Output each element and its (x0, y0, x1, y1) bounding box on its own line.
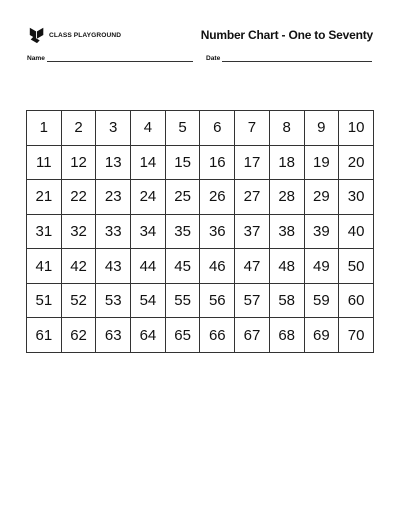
number-cell: 6 (200, 111, 235, 146)
number-cell: 49 (304, 249, 339, 284)
number-cell: 12 (61, 145, 96, 180)
chart-row (27, 249, 374, 284)
number-cell: 60 (339, 283, 374, 318)
number-cell: 41 (27, 249, 62, 284)
chart-row (27, 145, 374, 180)
number-cell: 69 (304, 318, 339, 353)
number-cell: 18 (269, 145, 304, 180)
brand-logo (28, 26, 121, 44)
number-cell: 21 (27, 180, 62, 215)
number-cell: 19 (304, 145, 339, 180)
number-cell: 9 (304, 111, 339, 146)
number-cell: 55 (165, 283, 200, 318)
number-cell: 11 (27, 145, 62, 180)
number-cell: 13 (96, 145, 131, 180)
number-cell: 1 (27, 111, 62, 146)
chart-row (27, 283, 374, 318)
number-cell: 53 (96, 283, 131, 318)
class-playground-logo-icon (28, 26, 46, 44)
number-cell: 27 (235, 180, 270, 215)
name-field (27, 53, 193, 62)
number-cell: 35 (165, 214, 200, 249)
number-cell: 32 (61, 214, 96, 249)
number-cell: 68 (269, 318, 304, 353)
number-cell: 23 (96, 180, 131, 215)
number-cell: 7 (235, 111, 270, 146)
number-cell: 63 (96, 318, 131, 353)
number-cell: 26 (200, 180, 235, 215)
number-cell: 30 (339, 180, 374, 215)
number-cell: 38 (269, 214, 304, 249)
number-cell: 24 (131, 180, 166, 215)
chart-row (27, 214, 374, 249)
number-cell: 36 (200, 214, 235, 249)
number-cell: 3 (96, 111, 131, 146)
name-line[interactable] (47, 53, 193, 62)
number-cell: 42 (61, 249, 96, 284)
number-cell: 44 (131, 249, 166, 284)
number-cell: 37 (235, 214, 270, 249)
number-cell: 28 (269, 180, 304, 215)
number-cell: 4 (131, 111, 166, 146)
worksheet-header (0, 0, 400, 80)
number-cell: 66 (200, 318, 235, 353)
number-cell: 58 (269, 283, 304, 318)
number-cell: 45 (165, 249, 200, 284)
number-cell: 25 (165, 180, 200, 215)
number-cell: 14 (131, 145, 166, 180)
number-cell: 29 (304, 180, 339, 215)
number-cell: 70 (339, 318, 374, 353)
number-cell: 8 (269, 111, 304, 146)
number-cell: 43 (96, 249, 131, 284)
chart-row (27, 111, 374, 146)
number-cell: 52 (61, 283, 96, 318)
chart-row (27, 318, 374, 353)
brand-name: CLASS PLAYGROUND (49, 31, 122, 39)
number-cell: 47 (235, 249, 270, 284)
number-cell: 59 (304, 283, 339, 318)
number-cell: 39 (304, 214, 339, 249)
number-cell: 67 (235, 318, 270, 353)
number-cell: 17 (235, 145, 270, 180)
number-cell: 22 (61, 180, 96, 215)
number-cell: 54 (131, 283, 166, 318)
number-cell: 31 (27, 214, 62, 249)
number-cell: 33 (96, 214, 131, 249)
number-cell: 56 (200, 283, 235, 318)
number-cell: 15 (165, 145, 200, 180)
date-line[interactable] (222, 53, 372, 62)
number-cell: 48 (269, 249, 304, 284)
number-cell: 61 (27, 318, 62, 353)
number-cell: 40 (339, 214, 374, 249)
number-cell: 46 (200, 249, 235, 284)
chart-row (27, 180, 374, 215)
date-field (206, 53, 372, 62)
number-cell: 20 (339, 145, 374, 180)
number-cell: 64 (131, 318, 166, 353)
number-cell: 62 (61, 318, 96, 353)
number-cell: 34 (131, 214, 166, 249)
date-label: Date (206, 55, 221, 62)
number-chart (26, 110, 374, 353)
number-cell: 10 (339, 111, 374, 146)
number-cell: 2 (61, 111, 96, 146)
number-cell: 50 (339, 249, 374, 284)
number-cell: 57 (235, 283, 270, 318)
name-label: Name (27, 55, 45, 62)
number-cell: 65 (165, 318, 200, 353)
number-cell: 51 (27, 283, 62, 318)
number-cell: 5 (165, 111, 200, 146)
number-cell: 16 (200, 145, 235, 180)
page-title: Number Chart - One to Seventy (200, 28, 373, 42)
